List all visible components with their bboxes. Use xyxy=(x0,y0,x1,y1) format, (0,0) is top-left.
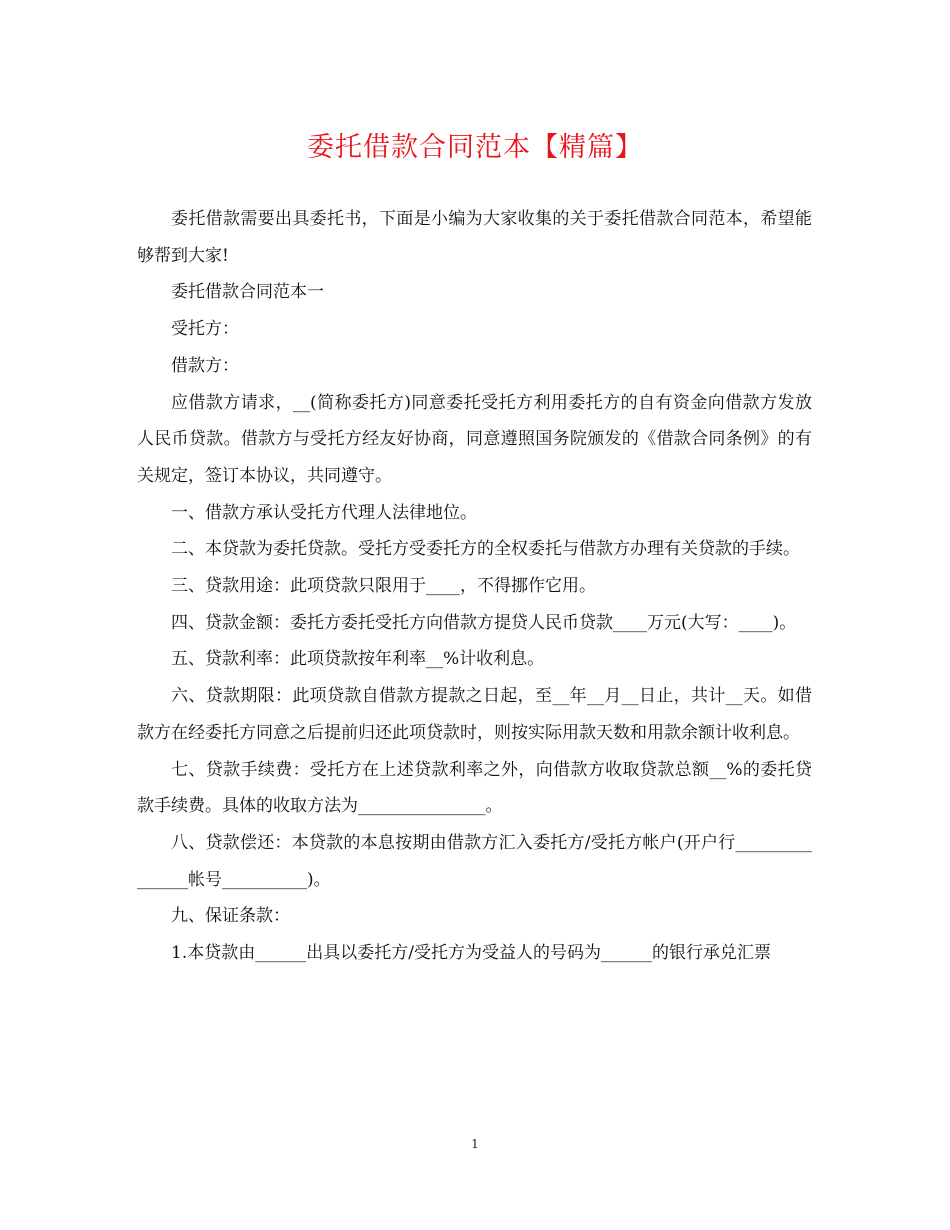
paragraph-clause-3: 三、贷款用途：此项贷款只限用于____，不得挪作它用。 xyxy=(171,576,596,597)
paragraph-clause-6: 六、贷款期限：此项贷款自借款方提款之日起，至__年__月__日止，共计__天。如借款方在经委托方同意之后提前归还此项贷款时，则按实际用款天数和用款余额计收利息。 xyxy=(137,686,812,743)
paragraph-trustee: 受托方： xyxy=(171,319,239,340)
paragraph-clause-2: 二、本贷款为委托贷款。受托方受委托方的全权委托与借款方办理有关贷款的手续。 xyxy=(171,539,800,560)
paragraph-clause-8: 八、贷款偿还：本贷款的本息按期由借款方汇入委托方/受托方帐户(开户行_______________帐号__________)。 xyxy=(137,832,812,890)
paragraph-borrower: 借款方： xyxy=(171,355,239,376)
paragraph-clause-4: 四、贷款金额：委托方委托受托方向借款方提贷人民币贷款____万元(大写：____)。 xyxy=(171,612,797,633)
paragraph-section-heading: 委托借款合同范本一 xyxy=(171,282,324,303)
paragraph-clause-5: 五、贷款利率：此项贷款按年利率__%计收利息。 xyxy=(171,649,545,670)
paragraph-clause-9-1: 1.本贷款由______出具以委托方/受托方为受益人的号码为______的银行承兑汇票 xyxy=(171,943,771,964)
paragraph-intro: 委托借款需要出具委托书，下面是小编为大家收集的关于委托借款合同范本，希望能够帮到大家! xyxy=(137,209,812,266)
document-body xyxy=(137,201,812,972)
paragraph-clause-1: 一、借款方承认受托方代理人法律地位。 xyxy=(171,502,477,523)
paragraph-preamble: 应借款方请求，__(简称委托方)同意委托受托方利用委托方的自有资金向借款方发放人民币贷款。借款方与受托方经友好协商，同意遵照国务院颁发的《借款合同条例》的有关规定，签订本协议，共同遵守。 xyxy=(137,392,812,486)
page-number: 1 xyxy=(471,1137,479,1151)
document-title: 委托借款合同范本【精篇】 xyxy=(307,132,643,163)
paragraph-clause-9: 九、保证条款： xyxy=(171,906,290,927)
paragraph-clause-7: 七、贷款手续费：受托方在上述贷款利率之外，向借款方收取贷款总额__%的委托贷款手续费。具体的收取方法为_______________。 xyxy=(137,759,812,817)
